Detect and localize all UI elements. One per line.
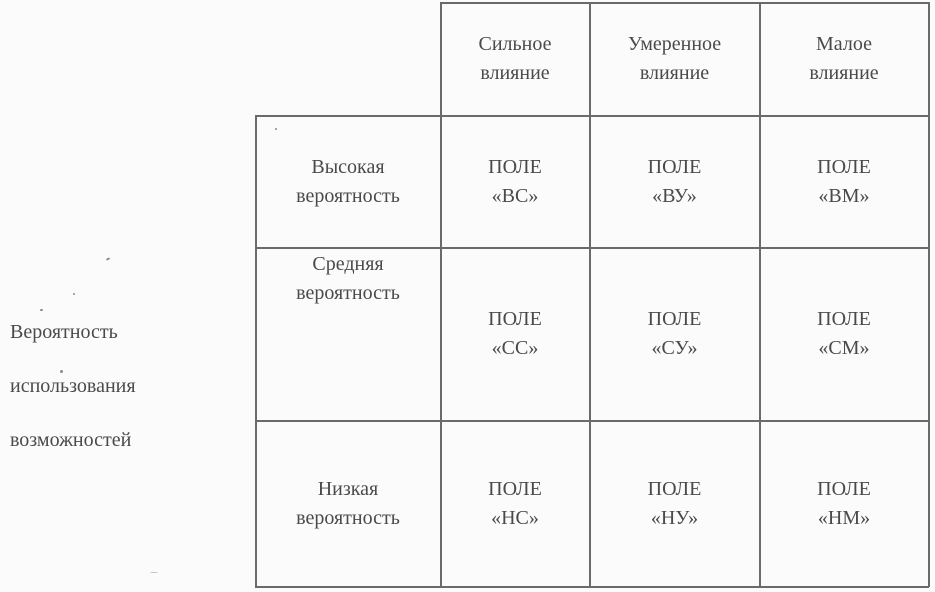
scan-speck bbox=[106, 257, 110, 261]
row-axis-label bbox=[10, 318, 230, 454]
scan-speck bbox=[60, 370, 63, 373]
matrix-cell-vu: ПОЛЕ «ВУ» bbox=[647, 155, 702, 207]
column-header-low: Малое влияние bbox=[809, 33, 879, 84]
row-axis-label-line-1: Вероятность bbox=[10, 321, 118, 343]
column-header-strong: Сильное влияние bbox=[478, 33, 552, 84]
matrix-cell-sm: ПОЛЕ «СМ» bbox=[817, 308, 871, 359]
row-axis-label-line-3: возможностей bbox=[10, 429, 132, 451]
column-header-moderate: Умеренное влияние bbox=[627, 33, 722, 84]
row-header-low: Низкая вероятность bbox=[296, 477, 400, 529]
grid-line-bottom bbox=[255, 586, 929, 588]
matrix-cell-vm: ПОЛЕ «ВМ» bbox=[817, 155, 871, 207]
row-header-high: Высокая вероятность bbox=[296, 155, 400, 207]
matrix-cell-ss: ПОЛЕ «СС» bbox=[488, 308, 542, 359]
matrix-cell-nu: ПОЛЕ «НУ» bbox=[647, 477, 702, 529]
matrix-cell-nm: ПОЛЕ «НМ» bbox=[817, 477, 871, 529]
row-axis-label-line-2: использования bbox=[10, 375, 136, 397]
row-header-medium: Средняя вероятность bbox=[296, 253, 400, 304]
scan-speck bbox=[150, 572, 158, 573]
scan-speck bbox=[40, 309, 43, 311]
grid-line-right bbox=[928, 2, 930, 587]
matrix-cell-vs: ПОЛЕ «ВС» bbox=[488, 155, 542, 207]
matrix-cell-ns: ПОЛЕ «НС» bbox=[488, 477, 542, 529]
scan-speck bbox=[275, 128, 277, 130]
scan-speck bbox=[73, 293, 75, 295]
matrix-cell-su: ПОЛЕ «СУ» bbox=[647, 308, 702, 359]
